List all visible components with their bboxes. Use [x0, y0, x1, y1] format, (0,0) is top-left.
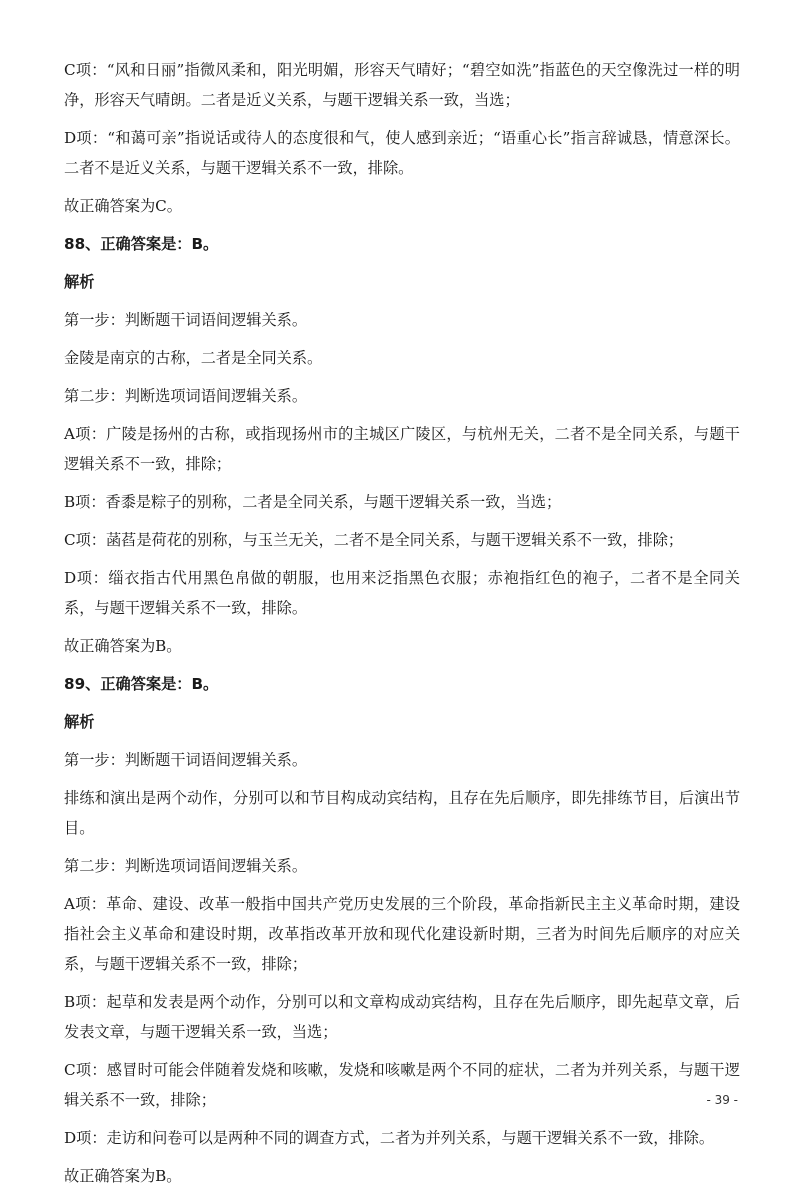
step-one: 第一步：判断题干词语间逻辑关系。 [64, 751, 307, 769]
option-d-explanation: D项：缁衣指古代用黑色帛做的朝服，也用来泛指黑色衣服；赤袍指红色的袍子，二者不是全同关系，与题干逻辑关系不一致，排除。 [64, 569, 740, 617]
answer-heading-89: 89、正确答案是：B。 [64, 675, 219, 693]
step-two: 第二步：判断选项词语间逻辑关系。 [64, 857, 307, 875]
option-c-explanation: C项：菡萏是荷花的别称，与玉兰无关，二者不是全同关系，与题干逻辑关系不一致，排除； [64, 531, 684, 549]
option-d-explanation: D项：“和蔼可亲”指说话或待人的态度很和气，使人感到亲近；“语重心长”指言辞诚恳，情意深长。二者不是近义关系，与题干逻辑关系不一致，排除。 [64, 129, 740, 177]
conclusion: 故正确答案为C。 [64, 197, 182, 215]
stem-relation: 排练和演出是两个动作，分别可以和节目构成动宾结构，且存在先后顺序，即先排练节目，后演出节目。 [64, 789, 740, 837]
option-a-explanation: A项：广陵是扬州的古称，或指现扬州市的主城区广陵区，与杭州无关，二者不是全同关系，与题干逻辑关系不一致，排除； [64, 425, 740, 473]
step-one: 第一步：判断题干词语间逻辑关系。 [64, 311, 307, 329]
answer-heading-88: 88、正确答案是：B。 [64, 235, 219, 253]
page-number: - 39 - [706, 1093, 738, 1107]
stem-relation: 金陵是南京的古称，二者是全同关系。 [64, 349, 323, 367]
analysis-heading: 解析 [64, 713, 95, 731]
option-c-explanation: C项：“风和日丽”指微风柔和，阳光明媚，形容天气晴好；“碧空如洗”指蓝色的天空像洗过一样的明净，形容天气晴朗。二者是近义关系，与题干逻辑关系一致，当选； [64, 61, 740, 109]
option-a-explanation: A项：革命、建设、改革一般指中国共产党历史发展的三个阶段，革命指新民主主义革命时期，建设指社会主义革命和建设时期，改革指改革开放和现代化建设新时期，三者为时间先后顺序的对应关系，与题干逻辑关系不一致，排除； [64, 895, 740, 973]
option-d-explanation: D项：走访和问卷可以是两种不同的调查方式，二者为并列关系，与题干逻辑关系不一致，排除。 [64, 1129, 715, 1147]
conclusion: 故正确答案为B。 [64, 1167, 182, 1185]
step-two: 第二步：判断选项词语间逻辑关系。 [64, 387, 307, 405]
document-page [64, 55, 740, 1199]
option-c-explanation: C项：感冒时可能会伴随着发烧和咳嗽，发烧和咳嗽是两个不同的症状，二者为并列关系，与题干逻辑关系不一致，排除； [64, 1061, 740, 1109]
analysis-heading: 解析 [64, 273, 95, 291]
conclusion: 故正确答案为B。 [64, 637, 182, 655]
option-b-explanation: B项：香黍是粽子的别称，二者是全同关系，与题干逻辑关系一致，当选； [64, 493, 562, 511]
option-b-explanation: B项：起草和发表是两个动作，分别可以和文章构成动宾结构，且存在先后顺序，即先起草文章，后发表文章，与题干逻辑关系一致，当选； [64, 993, 740, 1041]
